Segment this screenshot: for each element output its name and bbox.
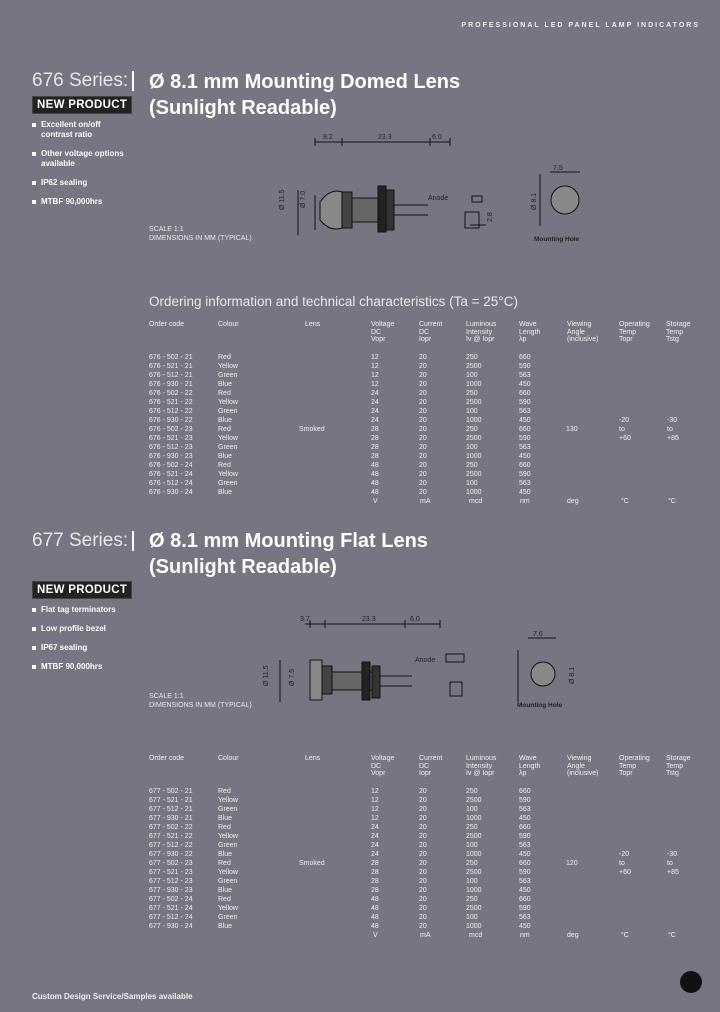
unit-label: nm bbox=[520, 932, 530, 939]
table-header-wave: Wave Length λp bbox=[519, 755, 541, 777]
table-cell: 677 - 521 - 21 bbox=[149, 797, 193, 804]
table-cell: 676 - 930 - 23 bbox=[149, 453, 193, 460]
table-cell: 250 bbox=[466, 390, 478, 397]
table-cell: 677 - 930 - 24 bbox=[149, 923, 193, 930]
operating-temp-value: +60 bbox=[619, 869, 631, 876]
section-677-heading bbox=[149, 528, 428, 580]
feature-item: MTBF 90,000hrs bbox=[32, 662, 142, 672]
table-cell: Yellow bbox=[218, 435, 238, 442]
unit-label: °C bbox=[668, 932, 676, 939]
table-cell: 1000 bbox=[466, 851, 482, 858]
operating-temp-value: -20 bbox=[619, 417, 630, 424]
table-cell: 20 bbox=[419, 914, 427, 921]
unit-label: mcd bbox=[469, 932, 483, 939]
table-cell: 590 bbox=[519, 399, 531, 406]
table-cell: 20 bbox=[419, 896, 427, 903]
feature-list-677 bbox=[32, 605, 142, 681]
table-cell: 676 - 502 - 23 bbox=[149, 426, 193, 433]
table-cell: Blue bbox=[218, 815, 233, 822]
table-cell: 676 - 512 - 21 bbox=[149, 372, 193, 379]
table-cell: Yellow bbox=[218, 471, 238, 478]
table-cell: Yellow bbox=[218, 363, 238, 370]
table-cell: 100 bbox=[466, 480, 478, 487]
dim-label: Ø 7.5 bbox=[289, 668, 296, 686]
dim-label: 2.8 bbox=[487, 212, 494, 222]
table-cell: 660 bbox=[519, 354, 531, 361]
unit-label: nm bbox=[520, 498, 530, 505]
table-cell: 590 bbox=[519, 905, 531, 912]
dim-label: 23.3 bbox=[362, 616, 376, 623]
table-cell: Green bbox=[218, 480, 238, 487]
table-cell: 20 bbox=[419, 381, 427, 388]
table-cell: 20 bbox=[419, 426, 427, 433]
table-cell: 20 bbox=[419, 399, 427, 406]
table-cell: 48 bbox=[371, 923, 379, 930]
table-cell: 100 bbox=[466, 842, 478, 849]
table-cell: 450 bbox=[519, 489, 531, 496]
table-cell: Red bbox=[218, 426, 231, 433]
table-cell: Red bbox=[218, 896, 231, 903]
feature-item: Flat tag terminators bbox=[32, 605, 142, 615]
table-cell: Blue bbox=[218, 851, 233, 858]
table-cell: 1000 bbox=[466, 923, 482, 930]
table-cell: Green bbox=[218, 806, 238, 813]
dim-label: Ø 8.1 bbox=[531, 192, 538, 210]
operating-temp-value: to bbox=[619, 860, 625, 867]
ordering-info-title: Ordering information and technical characteristics (Ta = 25°C) bbox=[149, 294, 518, 309]
table-cell: 48 bbox=[371, 462, 379, 469]
table-cell: 676 - 502 - 22 bbox=[149, 390, 193, 397]
table-cell: 1000 bbox=[466, 489, 482, 496]
table-cell: Blue bbox=[218, 453, 233, 460]
table-cell: 1000 bbox=[466, 417, 482, 424]
table-cell: 20 bbox=[419, 444, 427, 451]
unit-label: °C bbox=[621, 932, 629, 939]
table-header-viewing: Viewing Angle (inclusive) bbox=[567, 321, 599, 343]
table-header-colour: Colour bbox=[218, 755, 239, 762]
table-cell: 2500 bbox=[466, 869, 482, 876]
dim-label: 6.0 bbox=[410, 616, 420, 623]
table-cell: 677 - 521 - 23 bbox=[149, 869, 193, 876]
table-cell: 20 bbox=[419, 842, 427, 849]
table-cell: 563 bbox=[519, 914, 531, 921]
table-cell: Yellow bbox=[218, 869, 238, 876]
table-cell: 1000 bbox=[466, 453, 482, 460]
table-cell: 12 bbox=[371, 363, 379, 370]
table-cell: 20 bbox=[419, 408, 427, 415]
table-cell: 24 bbox=[371, 833, 379, 840]
heading-line-2: (Sunlight Readable) bbox=[149, 97, 337, 119]
operating-temp-value: -20 bbox=[619, 851, 630, 858]
dim-label: Ø 11.5 bbox=[263, 665, 270, 686]
table-cell: 48 bbox=[371, 905, 379, 912]
table-cell: 590 bbox=[519, 833, 531, 840]
table-cell: 676 - 512 - 24 bbox=[149, 480, 193, 487]
table-cell: 20 bbox=[419, 869, 427, 876]
table-cell: 250 bbox=[466, 788, 478, 795]
table-header-lens: Lens bbox=[305, 321, 321, 328]
table-cell: 20 bbox=[419, 878, 427, 885]
table-cell: 660 bbox=[519, 788, 531, 795]
table-cell: Green bbox=[218, 842, 238, 849]
mounting-hole-label: Mounting Hole bbox=[517, 702, 563, 709]
table-cell: 20 bbox=[419, 905, 427, 912]
scale-note: SCALE 1:1 DIMENSIONS IN MM (TYPICAL) bbox=[149, 226, 252, 242]
table-cell: 450 bbox=[519, 815, 531, 822]
table-cell: 12 bbox=[371, 354, 379, 361]
table-cell: 677 - 521 - 24 bbox=[149, 905, 193, 912]
table-cell: 12 bbox=[371, 381, 379, 388]
table-cell: 12 bbox=[371, 372, 379, 379]
table-header-operating: Operating Temp Topr bbox=[619, 321, 650, 343]
table-cell: 20 bbox=[419, 480, 427, 487]
diagram-676 bbox=[260, 130, 620, 245]
table-cell: Green bbox=[218, 408, 238, 415]
table-cell: 20 bbox=[419, 471, 427, 478]
table-cell: 2500 bbox=[466, 471, 482, 478]
table-cell: 28 bbox=[371, 860, 379, 867]
table-cell: 677 - 512 - 24 bbox=[149, 914, 193, 921]
table-cell: Blue bbox=[218, 887, 233, 894]
scale-note: SCALE 1:1 DIMENSIONS IN MM (TYPICAL) bbox=[149, 693, 252, 709]
table-cell: 676 - 930 - 21 bbox=[149, 381, 193, 388]
table-cell: 24 bbox=[371, 399, 379, 406]
table-header-lens: Lens bbox=[305, 755, 321, 762]
table-cell: 563 bbox=[519, 806, 531, 813]
operating-temp-value: +60 bbox=[619, 435, 631, 442]
lens-value: Smoked bbox=[299, 426, 325, 433]
table-cell: 20 bbox=[419, 887, 427, 894]
table-cell: 48 bbox=[371, 489, 379, 496]
table-cell: 590 bbox=[519, 869, 531, 876]
table-header-voltage: Voltage DC Vopr bbox=[371, 321, 395, 343]
storage-temp-value: -30 bbox=[667, 417, 678, 424]
table-cell: Green bbox=[218, 372, 238, 379]
table-cell: 24 bbox=[371, 390, 379, 397]
storage-temp-value: to bbox=[667, 426, 673, 433]
table-cell: 100 bbox=[466, 408, 478, 415]
table-cell: Blue bbox=[218, 923, 233, 930]
anode-label: Anode bbox=[428, 195, 449, 202]
table-cell: 100 bbox=[466, 878, 478, 885]
table-cell: 677 - 512 - 23 bbox=[149, 878, 193, 885]
table-header-colour: Colour bbox=[218, 321, 239, 328]
table-cell: 590 bbox=[519, 471, 531, 478]
table-cell: 24 bbox=[371, 842, 379, 849]
table-cell: 563 bbox=[519, 842, 531, 849]
unit-label: deg bbox=[567, 932, 579, 939]
feature-item: MTBF 90,000hrs bbox=[32, 197, 132, 207]
table-cell: 28 bbox=[371, 887, 379, 894]
table-header-current: Current DC Iopr bbox=[419, 755, 443, 777]
table-cell: 48 bbox=[371, 896, 379, 903]
heading-line-2: (Sunlight Readable) bbox=[149, 556, 337, 578]
table-cell: 20 bbox=[419, 372, 427, 379]
table-cell: 20 bbox=[419, 462, 427, 469]
table-cell: 676 - 521 - 23 bbox=[149, 435, 193, 442]
table-cell: 660 bbox=[519, 860, 531, 867]
dim-label: 7.5 bbox=[553, 165, 563, 172]
dim-label: 7.6 bbox=[533, 631, 543, 638]
table-cell: 24 bbox=[371, 408, 379, 415]
table-cell: 677 - 930 - 23 bbox=[149, 887, 193, 894]
table-cell: 450 bbox=[519, 453, 531, 460]
heading-line-1: Ø 8.1 mm Mounting Flat Lens bbox=[149, 530, 428, 552]
table-cell: 20 bbox=[419, 453, 427, 460]
storage-temp-value: to bbox=[667, 860, 673, 867]
table-cell: 20 bbox=[419, 390, 427, 397]
table-cell: 563 bbox=[519, 878, 531, 885]
feature-item: IP62 sealing bbox=[32, 178, 132, 188]
table-cell: 450 bbox=[519, 887, 531, 894]
table-cell: 450 bbox=[519, 417, 531, 424]
table-cell: 590 bbox=[519, 363, 531, 370]
table-cell: 676 - 502 - 24 bbox=[149, 462, 193, 469]
table-header-operating: Operating Temp Topr bbox=[619, 755, 650, 777]
table-cell: Red bbox=[218, 824, 231, 831]
table-cell: 677 - 502 - 24 bbox=[149, 896, 193, 903]
table-cell: 677 - 930 - 21 bbox=[149, 815, 193, 822]
table-cell: 48 bbox=[371, 471, 379, 478]
table-header-viewing: Viewing Angle (inclusive) bbox=[567, 755, 599, 777]
table-cell: 660 bbox=[519, 462, 531, 469]
table-cell: 563 bbox=[519, 372, 531, 379]
table-cell: 20 bbox=[419, 851, 427, 858]
table-cell: 590 bbox=[519, 797, 531, 804]
table-cell: Yellow bbox=[218, 399, 238, 406]
storage-temp-value: -30 bbox=[667, 851, 678, 858]
table-cell: Yellow bbox=[218, 905, 238, 912]
table-cell: Red bbox=[218, 390, 231, 397]
table-cell: Red bbox=[218, 788, 231, 795]
table-cell: Red bbox=[218, 462, 231, 469]
table-header-wave: Wave Length λp bbox=[519, 321, 541, 343]
table-cell: 48 bbox=[371, 914, 379, 921]
table-cell: 677 - 502 - 22 bbox=[149, 824, 193, 831]
unit-label: V bbox=[373, 498, 378, 505]
table-cell: 677 - 930 - 22 bbox=[149, 851, 193, 858]
table-cell: 660 bbox=[519, 390, 531, 397]
table-cell: Green bbox=[218, 914, 238, 921]
unit-label: mA bbox=[420, 498, 431, 505]
table-cell: 20 bbox=[419, 788, 427, 795]
table-cell: 24 bbox=[371, 851, 379, 858]
table-cell: 100 bbox=[466, 914, 478, 921]
table-cell: 2500 bbox=[466, 435, 482, 442]
table-cell: 676 - 930 - 22 bbox=[149, 417, 193, 424]
viewing-angle-value: 120 bbox=[566, 860, 578, 867]
unit-label: V bbox=[373, 932, 378, 939]
heading-line-1: Ø 8.1 mm Mounting Domed Lens bbox=[149, 71, 461, 93]
series-677-title bbox=[32, 530, 138, 552]
dim-label: Ø 7.0 bbox=[300, 190, 307, 208]
table-cell: 100 bbox=[466, 372, 478, 379]
table-cell: 28 bbox=[371, 453, 379, 460]
table-cell: 1000 bbox=[466, 887, 482, 894]
lens-value: Smoked bbox=[299, 860, 325, 867]
table-cell: 12 bbox=[371, 806, 379, 813]
table-cell: 2500 bbox=[466, 905, 482, 912]
table-header-storage: Storage Temp Tstg bbox=[666, 321, 691, 343]
table-cell: 563 bbox=[519, 444, 531, 451]
feature-item: Other voltage options available bbox=[32, 149, 132, 169]
table-cell: 28 bbox=[371, 878, 379, 885]
table-header-current: Current DC Iopr bbox=[419, 321, 443, 343]
table-cell: 676 - 930 - 24 bbox=[149, 489, 193, 496]
table-cell: 590 bbox=[519, 435, 531, 442]
dim-label: 3.7 bbox=[300, 616, 310, 623]
dim-label: 23.3 bbox=[378, 134, 392, 141]
table-cell: 12 bbox=[371, 788, 379, 795]
table-cell: 20 bbox=[419, 435, 427, 442]
table-cell: 28 bbox=[371, 444, 379, 451]
table-cell: Green bbox=[218, 444, 238, 451]
table-cell: 676 - 512 - 23 bbox=[149, 444, 193, 451]
table-cell: 660 bbox=[519, 896, 531, 903]
table-cell: 450 bbox=[519, 851, 531, 858]
table-cell: 563 bbox=[519, 408, 531, 415]
footer-note: Custom Design Service/Samples available bbox=[32, 992, 193, 1001]
storage-temp-value: +85 bbox=[667, 435, 679, 442]
unit-label: mcd bbox=[469, 498, 483, 505]
unit-label: deg bbox=[567, 498, 579, 505]
table-cell: 2500 bbox=[466, 399, 482, 406]
dim-label: 6.0 bbox=[432, 134, 442, 141]
table-cell: 250 bbox=[466, 354, 478, 361]
table-cell: 250 bbox=[466, 426, 478, 433]
dim-label: Ø 11.5 bbox=[279, 189, 286, 210]
dim-label: 8.2 bbox=[323, 134, 333, 141]
table-cell: 450 bbox=[519, 923, 531, 930]
table-cell: 20 bbox=[419, 363, 427, 370]
table-cell: 1000 bbox=[466, 381, 482, 388]
table-header-storage: Storage Temp Tstg bbox=[666, 755, 691, 777]
table-cell: 24 bbox=[371, 824, 379, 831]
table-cell: 20 bbox=[419, 417, 427, 424]
table-header-order-code: Order code bbox=[149, 321, 185, 328]
table-cell: Blue bbox=[218, 417, 233, 424]
table-cell: 28 bbox=[371, 426, 379, 433]
table-cell: 1000 bbox=[466, 815, 482, 822]
table-cell: 660 bbox=[519, 426, 531, 433]
feature-list-676 bbox=[32, 120, 132, 216]
table-cell: 676 - 512 - 22 bbox=[149, 408, 193, 415]
table-cell: 28 bbox=[371, 435, 379, 442]
feature-item: Excellent on/off contrast ratio bbox=[32, 120, 132, 140]
table-cell: 20 bbox=[419, 354, 427, 361]
table-cell: 2500 bbox=[466, 797, 482, 804]
new-product-badge: NEW PRODUCT bbox=[32, 96, 132, 114]
table-cell: 250 bbox=[466, 896, 478, 903]
table-cell: 676 - 521 - 21 bbox=[149, 363, 193, 370]
table-cell: 20 bbox=[419, 806, 427, 813]
table-cell: 250 bbox=[466, 860, 478, 867]
table-cell: 450 bbox=[519, 381, 531, 388]
table-cell: 677 - 521 - 22 bbox=[149, 833, 193, 840]
table-cell: Green bbox=[218, 878, 238, 885]
table-cell: 676 - 521 - 24 bbox=[149, 471, 193, 478]
storage-temp-value: +85 bbox=[667, 869, 679, 876]
table-cell: 20 bbox=[419, 923, 427, 930]
unit-label: mA bbox=[420, 932, 431, 939]
table-cell: 100 bbox=[466, 444, 478, 451]
table-cell: Yellow bbox=[218, 833, 238, 840]
table-cell: 677 - 502 - 23 bbox=[149, 860, 193, 867]
table-cell: 20 bbox=[419, 489, 427, 496]
unit-label: °C bbox=[668, 498, 676, 505]
feature-item: Low profile bezel bbox=[32, 624, 142, 634]
anode-label: Anode bbox=[415, 657, 436, 664]
table-cell: 20 bbox=[419, 860, 427, 867]
table-cell: 20 bbox=[419, 797, 427, 804]
table-cell: 20 bbox=[419, 833, 427, 840]
table-cell: 24 bbox=[371, 417, 379, 424]
table-cell: 677 - 502 - 21 bbox=[149, 788, 193, 795]
table-cell: Blue bbox=[218, 381, 233, 388]
table-header-voltage: Voltage DC Vopr bbox=[371, 755, 395, 777]
operating-temp-value: to bbox=[619, 426, 625, 433]
table-cell: 12 bbox=[371, 797, 379, 804]
table-cell: 563 bbox=[519, 480, 531, 487]
table-cell: 676 - 502 - 21 bbox=[149, 354, 193, 361]
table-cell: Blue bbox=[218, 489, 233, 496]
section-676-heading bbox=[149, 69, 460, 121]
table-cell: 20 bbox=[419, 824, 427, 831]
series-676-title bbox=[32, 70, 138, 92]
table-cell: Red bbox=[218, 354, 231, 361]
new-product-badge: NEW PRODUCT bbox=[32, 581, 132, 599]
table-cell: 2500 bbox=[466, 833, 482, 840]
feature-item: IP67 sealing bbox=[32, 643, 142, 653]
table-header-order-code: Order code bbox=[149, 755, 185, 762]
table-cell: 100 bbox=[466, 806, 478, 813]
table-cell: 48 bbox=[371, 480, 379, 487]
title-separator bbox=[132, 71, 134, 91]
table-cell: 2500 bbox=[466, 363, 482, 370]
table-cell: Red bbox=[218, 860, 231, 867]
series-label: 676 Series: bbox=[32, 70, 129, 91]
table-cell: 28 bbox=[371, 869, 379, 876]
table-cell: 20 bbox=[419, 815, 427, 822]
table-cell: 677 - 512 - 21 bbox=[149, 806, 193, 813]
dim-label: Ø 8.1 bbox=[569, 666, 576, 684]
table-cell: 250 bbox=[466, 824, 478, 831]
page-marker-dot bbox=[680, 971, 702, 993]
table-cell: Yellow bbox=[218, 797, 238, 804]
title-separator bbox=[132, 531, 134, 551]
mounting-hole-label: Mounting Hole bbox=[534, 236, 580, 243]
page-header: PROFESSIONAL LED PANEL LAMP INDICATORS bbox=[461, 22, 700, 29]
unit-label: °C bbox=[621, 498, 629, 505]
viewing-angle-value: 130 bbox=[566, 426, 578, 433]
series-label: 677 Series: bbox=[32, 530, 129, 551]
table-cell: 12 bbox=[371, 815, 379, 822]
diagram-677 bbox=[250, 612, 610, 712]
table-cell: 676 - 521 - 22 bbox=[149, 399, 193, 406]
table-header-luminous: Luminous Intensity Iv @ Iopr bbox=[466, 321, 497, 343]
table-cell: 660 bbox=[519, 824, 531, 831]
table-header-luminous: Luminous Intensity Iv @ Iopr bbox=[466, 755, 497, 777]
table-cell: 250 bbox=[466, 462, 478, 469]
table-cell: 677 - 512 - 22 bbox=[149, 842, 193, 849]
